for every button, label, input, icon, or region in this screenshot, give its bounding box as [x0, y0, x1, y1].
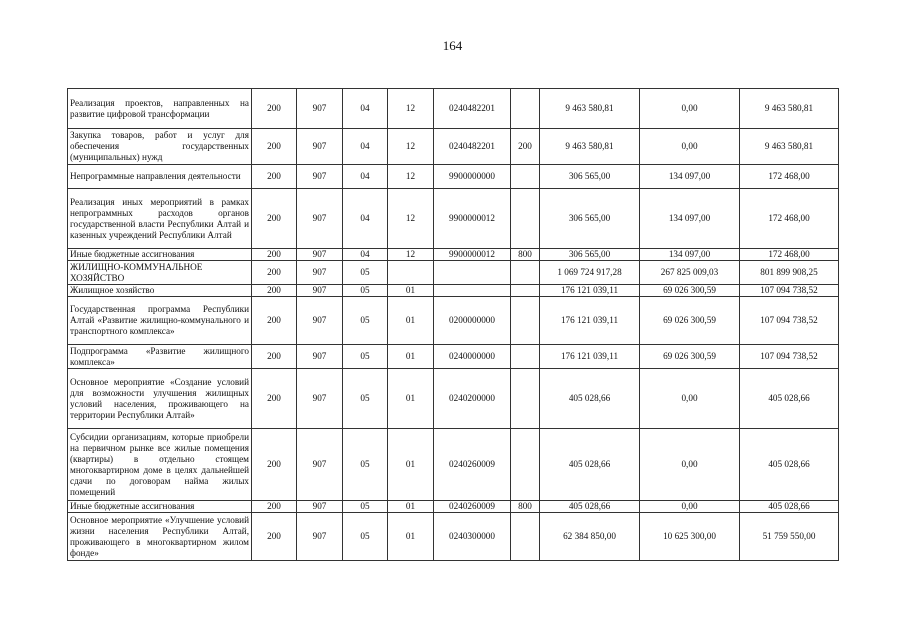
cell-amount-1: 176 121 039,11	[540, 285, 640, 297]
cell-amount-3: 172 468,00	[740, 165, 839, 189]
cell-amount-3: 172 468,00	[740, 249, 839, 261]
table-row	[68, 249, 839, 261]
table-body	[68, 89, 839, 561]
cell-amount-1: 176 121 039,11	[540, 345, 640, 369]
page-number: 164	[442, 38, 463, 53]
cell-csr: 0240300000	[434, 513, 511, 561]
cell-gr: 200	[252, 501, 297, 513]
cell-vr: 800	[511, 501, 540, 513]
cell-ved: 907	[297, 513, 343, 561]
cell-amount-3: 107 094 738,52	[740, 297, 839, 345]
cell-gr: 200	[252, 369, 297, 429]
cell-gr: 200	[252, 189, 297, 249]
cell-amount-1: 306 565,00	[540, 249, 640, 261]
cell-ved: 907	[297, 165, 343, 189]
cell-ved: 907	[297, 429, 343, 501]
cell-ved: 907	[297, 345, 343, 369]
cell-pr: 12	[388, 129, 434, 165]
table-row	[68, 369, 839, 429]
cell-amount-2: 69 026 300,59	[640, 285, 740, 297]
cell-amount-1: 62 384 850,00	[540, 513, 640, 561]
cell-amount-3: 801 899 908,25	[740, 261, 839, 285]
cell-amount-2: 0,00	[640, 429, 740, 501]
cell-rz: 05	[343, 285, 388, 297]
cell-ved: 907	[297, 129, 343, 165]
budget-table	[67, 88, 839, 561]
cell-gr: 200	[252, 261, 297, 285]
cell-amount-3: 405 028,66	[740, 429, 839, 501]
cell-name: Жилищное хозяйство	[68, 285, 252, 297]
table-row	[68, 297, 839, 345]
cell-rz: 04	[343, 249, 388, 261]
cell-amount-1: 405 028,66	[540, 501, 640, 513]
cell-gr: 200	[252, 129, 297, 165]
cell-amount-3: 9 463 580,81	[740, 89, 839, 129]
cell-pr: 12	[388, 189, 434, 249]
cell-gr: 200	[252, 513, 297, 561]
cell-vr	[511, 297, 540, 345]
cell-name: Государственная программа Республики Алтай «Развитие жилищно-коммунального и транспортного комплекса»	[68, 297, 252, 345]
table-row	[68, 189, 839, 249]
cell-pr: 01	[388, 369, 434, 429]
cell-gr: 200	[252, 165, 297, 189]
table-row	[68, 429, 839, 501]
cell-gr: 200	[252, 285, 297, 297]
cell-amount-1: 405 028,66	[540, 429, 640, 501]
cell-ved: 907	[297, 261, 343, 285]
cell-csr: 0240200000	[434, 369, 511, 429]
cell-pr	[388, 261, 434, 285]
cell-gr: 200	[252, 89, 297, 129]
cell-ved: 907	[297, 89, 343, 129]
cell-amount-2: 0,00	[640, 369, 740, 429]
cell-csr	[434, 261, 511, 285]
cell-pr: 01	[388, 501, 434, 513]
cell-csr: 9900000000	[434, 165, 511, 189]
cell-amount-1: 9 463 580,81	[540, 129, 640, 165]
cell-csr: 0240482201	[434, 89, 511, 129]
cell-amount-2: 0,00	[640, 89, 740, 129]
cell-pr: 01	[388, 513, 434, 561]
cell-rz: 05	[343, 513, 388, 561]
cell-rz: 05	[343, 369, 388, 429]
cell-vr	[511, 345, 540, 369]
cell-rz: 04	[343, 129, 388, 165]
cell-ved: 907	[297, 501, 343, 513]
cell-amount-3: 107 094 738,52	[740, 285, 839, 297]
cell-amount-2: 134 097,00	[640, 165, 740, 189]
cell-gr: 200	[252, 249, 297, 261]
cell-vr	[511, 189, 540, 249]
cell-amount-1: 176 121 039,11	[540, 297, 640, 345]
cell-pr: 01	[388, 285, 434, 297]
cell-name: Непрограммные направления деятельности	[68, 165, 252, 189]
cell-vr: 800	[511, 249, 540, 261]
cell-name: Основное мероприятие «Улучшение условий жизни населения Республики Алтай, проживающего в многоквартирном жилом фонде»	[68, 513, 252, 561]
cell-gr: 200	[252, 297, 297, 345]
cell-ved: 907	[297, 285, 343, 297]
cell-amount-1: 1 069 724 917,28	[540, 261, 640, 285]
cell-amount-2: 69 026 300,59	[640, 297, 740, 345]
cell-rz: 04	[343, 189, 388, 249]
cell-ved: 907	[297, 189, 343, 249]
cell-pr: 01	[388, 297, 434, 345]
cell-amount-2: 134 097,00	[640, 249, 740, 261]
cell-amount-2: 69 026 300,59	[640, 345, 740, 369]
cell-pr: 01	[388, 429, 434, 501]
cell-vr	[511, 369, 540, 429]
cell-vr	[511, 261, 540, 285]
table-row	[68, 513, 839, 561]
cell-pr: 12	[388, 89, 434, 129]
table-row	[68, 261, 839, 285]
table-row	[68, 129, 839, 165]
cell-amount-1: 405 028,66	[540, 369, 640, 429]
cell-amount-2: 0,00	[640, 501, 740, 513]
cell-ved: 907	[297, 249, 343, 261]
cell-rz: 05	[343, 345, 388, 369]
cell-amount-3: 51 759 550,00	[740, 513, 839, 561]
cell-name: Иные бюджетные ассигнования	[68, 249, 252, 261]
cell-csr: 9900000012	[434, 189, 511, 249]
cell-name: Основное мероприятие «Создание условий для возможности улучшения жилищных условий населения, проживающего на территории Республики Алтай»	[68, 369, 252, 429]
cell-csr	[434, 285, 511, 297]
table-row	[68, 345, 839, 369]
cell-rz: 04	[343, 89, 388, 129]
cell-name: Иные бюджетные ассигнования	[68, 501, 252, 513]
table-row	[68, 501, 839, 513]
cell-rz: 05	[343, 501, 388, 513]
cell-vr	[511, 89, 540, 129]
cell-amount-3: 9 463 580,81	[740, 129, 839, 165]
cell-rz: 05	[343, 261, 388, 285]
cell-amount-2: 10 625 300,00	[640, 513, 740, 561]
table-row	[68, 165, 839, 189]
cell-csr: 0240260009	[434, 501, 511, 513]
cell-rz: 05	[343, 429, 388, 501]
cell-vr	[511, 165, 540, 189]
cell-name: Реализация иных мероприятий в рамках непрограммных расходов органов государственной власти Республики Алтай и казенных учреждений Республики Алтай	[68, 189, 252, 249]
cell-amount-1: 306 565,00	[540, 189, 640, 249]
table-row	[68, 285, 839, 297]
cell-pr: 01	[388, 345, 434, 369]
cell-amount-3: 107 094 738,52	[740, 345, 839, 369]
cell-name: Подпрограмма «Развитие жилищного комплекса»	[68, 345, 252, 369]
cell-gr: 200	[252, 345, 297, 369]
cell-amount-2: 267 825 009,03	[640, 261, 740, 285]
cell-name: Закупка товаров, работ и услуг для обеспечения государственных (муниципальных) нужд	[68, 129, 252, 165]
cell-name: Субсидии организациям, которые приобрели на первичном рынке все жилые помещения (квартиры) в отдельно стоящем многоквартирном доме в целях дальнейшей сдачи по договорам найма жилых помещений	[68, 429, 252, 501]
cell-csr: 9900000012	[434, 249, 511, 261]
cell-amount-3: 405 028,66	[740, 501, 839, 513]
cell-rz: 04	[343, 165, 388, 189]
cell-amount-3: 172 468,00	[740, 189, 839, 249]
cell-vr	[511, 513, 540, 561]
cell-pr: 12	[388, 249, 434, 261]
cell-csr: 0240482201	[434, 129, 511, 165]
cell-amount-3: 405 028,66	[740, 369, 839, 429]
table-row	[68, 89, 839, 129]
cell-ved: 907	[297, 297, 343, 345]
cell-csr: 0200000000	[434, 297, 511, 345]
cell-ved: 907	[297, 369, 343, 429]
cell-amount-2: 134 097,00	[640, 189, 740, 249]
cell-csr: 0240000000	[434, 345, 511, 369]
cell-vr	[511, 285, 540, 297]
cell-vr	[511, 429, 540, 501]
cell-csr: 0240260009	[434, 429, 511, 501]
cell-vr: 200	[511, 129, 540, 165]
cell-rz: 05	[343, 297, 388, 345]
cell-name: ЖИЛИЩНО-КОММУНАЛЬНОЕ ХОЗЯЙСТВО	[68, 261, 252, 285]
cell-amount-2: 0,00	[640, 129, 740, 165]
cell-pr: 12	[388, 165, 434, 189]
cell-amount-1: 9 463 580,81	[540, 89, 640, 129]
cell-amount-1: 306 565,00	[540, 165, 640, 189]
cell-gr: 200	[252, 429, 297, 501]
cell-name: Реализация проектов, направленных на развитие цифровой трансформации	[68, 89, 252, 129]
